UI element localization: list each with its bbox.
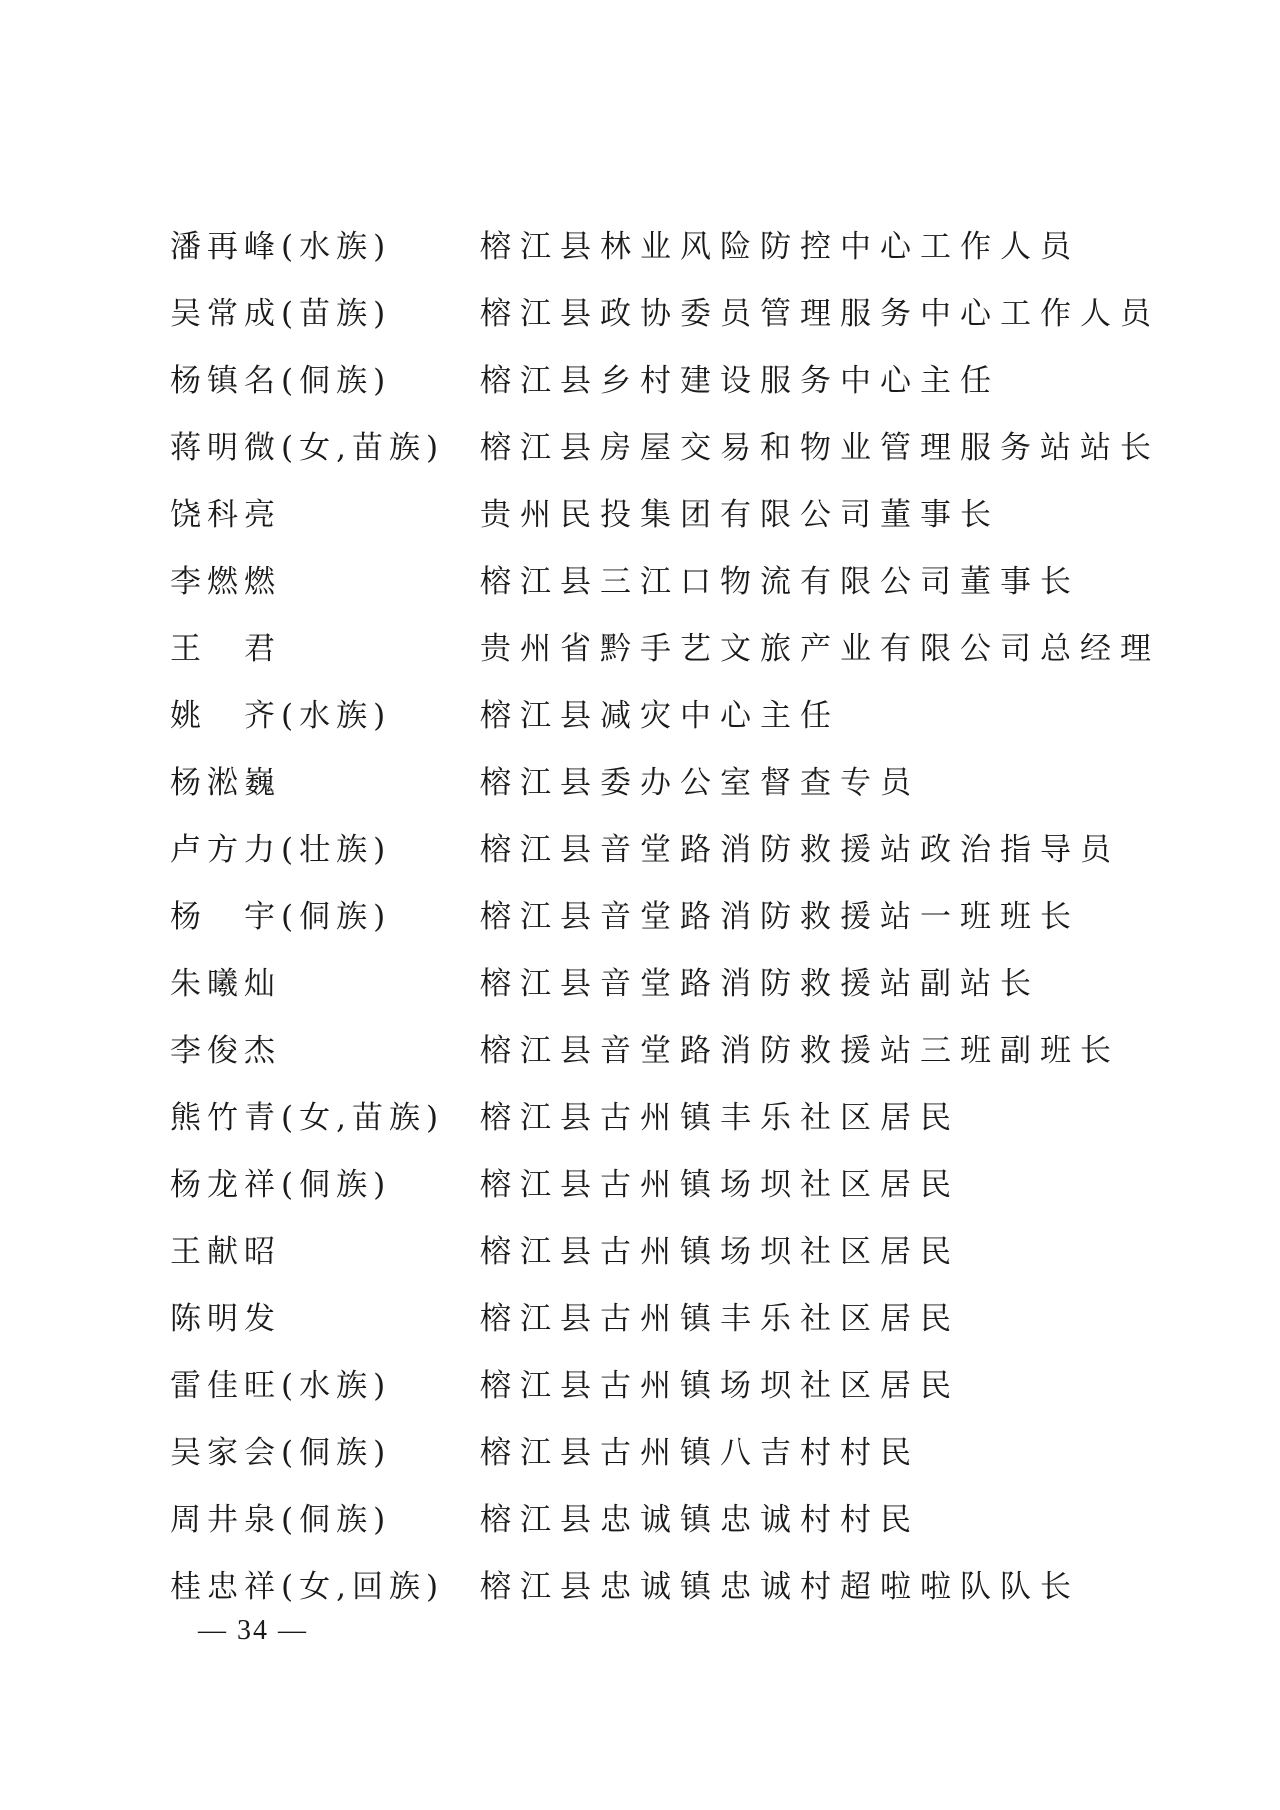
person-title: 榕江县音堂路消防救援站政治指导员 [480, 832, 1120, 868]
list-item [170, 344, 1170, 411]
person-title: 榕江县古州镇八吉村村民 [480, 1435, 920, 1471]
person-name: 王献昭 [170, 1234, 281, 1270]
list-item [170, 612, 1170, 679]
person-name: 桂忠祥(女,回族) [170, 1569, 445, 1605]
person-name: 杨淞巍 [170, 765, 281, 801]
person-name: 李俊杰 [170, 1033, 281, 1069]
person-title: 榕江县音堂路消防救援站三班副班长 [480, 1033, 1120, 1069]
list-item [170, 1349, 1170, 1416]
person-name: 王 君 [170, 631, 281, 667]
person-name: 熊竹青(女,苗族) [170, 1100, 445, 1136]
list-item [170, 1416, 1170, 1483]
person-title: 榕江县委办公室督查专员 [480, 765, 920, 801]
person-title: 榕江县古州镇丰乐社区居民 [480, 1100, 960, 1136]
list-item [170, 1215, 1170, 1282]
honoree-list [170, 210, 1170, 1617]
person-name: 潘再峰(水族) [170, 229, 392, 265]
person-name: 杨 宇(侗族) [170, 899, 392, 935]
person-title: 榕江县古州镇场坝社区居民 [480, 1368, 960, 1404]
person-title: 榕江县政协委员管理服务中心工作人员 [480, 296, 1160, 332]
list-item [170, 411, 1170, 478]
person-name: 姚 齐(水族) [170, 698, 392, 734]
person-name: 杨龙祥(侗族) [170, 1167, 392, 1203]
person-title: 榕江县音堂路消防救援站副站长 [480, 966, 1040, 1002]
person-name: 卢方力(壮族) [170, 832, 392, 868]
person-name: 饶科亮 [170, 497, 281, 533]
person-title: 榕江县林业风险防控中心工作人员 [480, 229, 1080, 265]
person-title: 榕江县忠诚镇忠诚村村民 [480, 1502, 920, 1538]
person-title: 榕江县减灾中心主任 [480, 698, 840, 734]
person-title: 贵州民投集团有限公司董事长 [480, 497, 1000, 533]
list-item [170, 947, 1170, 1014]
list-item [170, 679, 1170, 746]
list-item [170, 1014, 1170, 1081]
person-title: 榕江县房屋交易和物业管理服务站站长 [480, 430, 1160, 466]
person-title: 榕江县忠诚镇忠诚村超啦啦队队长 [480, 1569, 1080, 1605]
list-item [170, 1483, 1170, 1550]
list-item [170, 880, 1170, 947]
list-item [170, 545, 1170, 612]
list-item [170, 813, 1170, 880]
person-title: 榕江县三江口物流有限公司董事长 [480, 564, 1080, 600]
list-item [170, 478, 1170, 545]
list-item [170, 277, 1170, 344]
list-item [170, 210, 1170, 277]
person-name: 杨镇名(侗族) [170, 363, 392, 399]
person-name: 陈明发 [170, 1301, 281, 1337]
person-name: 雷佳旺(水族) [170, 1368, 392, 1404]
person-title: 榕江县乡村建设服务中心主任 [480, 363, 1000, 399]
person-title: 榕江县古州镇场坝社区居民 [480, 1234, 960, 1270]
person-name: 吴家会(侗族) [170, 1435, 392, 1471]
person-name: 蒋明微(女,苗族) [170, 430, 445, 466]
person-name: 朱曦灿 [170, 966, 281, 1002]
list-item [170, 1148, 1170, 1215]
list-item [170, 746, 1170, 813]
person-title: 榕江县古州镇丰乐社区居民 [480, 1301, 960, 1337]
list-item [170, 1550, 1170, 1617]
person-name: 吴常成(苗族) [170, 296, 392, 332]
list-item [170, 1081, 1170, 1148]
person-title: 榕江县音堂路消防救援站一班班长 [480, 899, 1080, 935]
person-title: 榕江县古州镇场坝社区居民 [480, 1167, 960, 1203]
person-name: 周井泉(侗族) [170, 1502, 392, 1538]
list-item [170, 1282, 1170, 1349]
person-title: 贵州省黔手艺文旅产业有限公司总经理 [480, 631, 1160, 667]
page-number: — 34 — [198, 1615, 308, 1646]
person-name: 李燃燃 [170, 564, 281, 600]
